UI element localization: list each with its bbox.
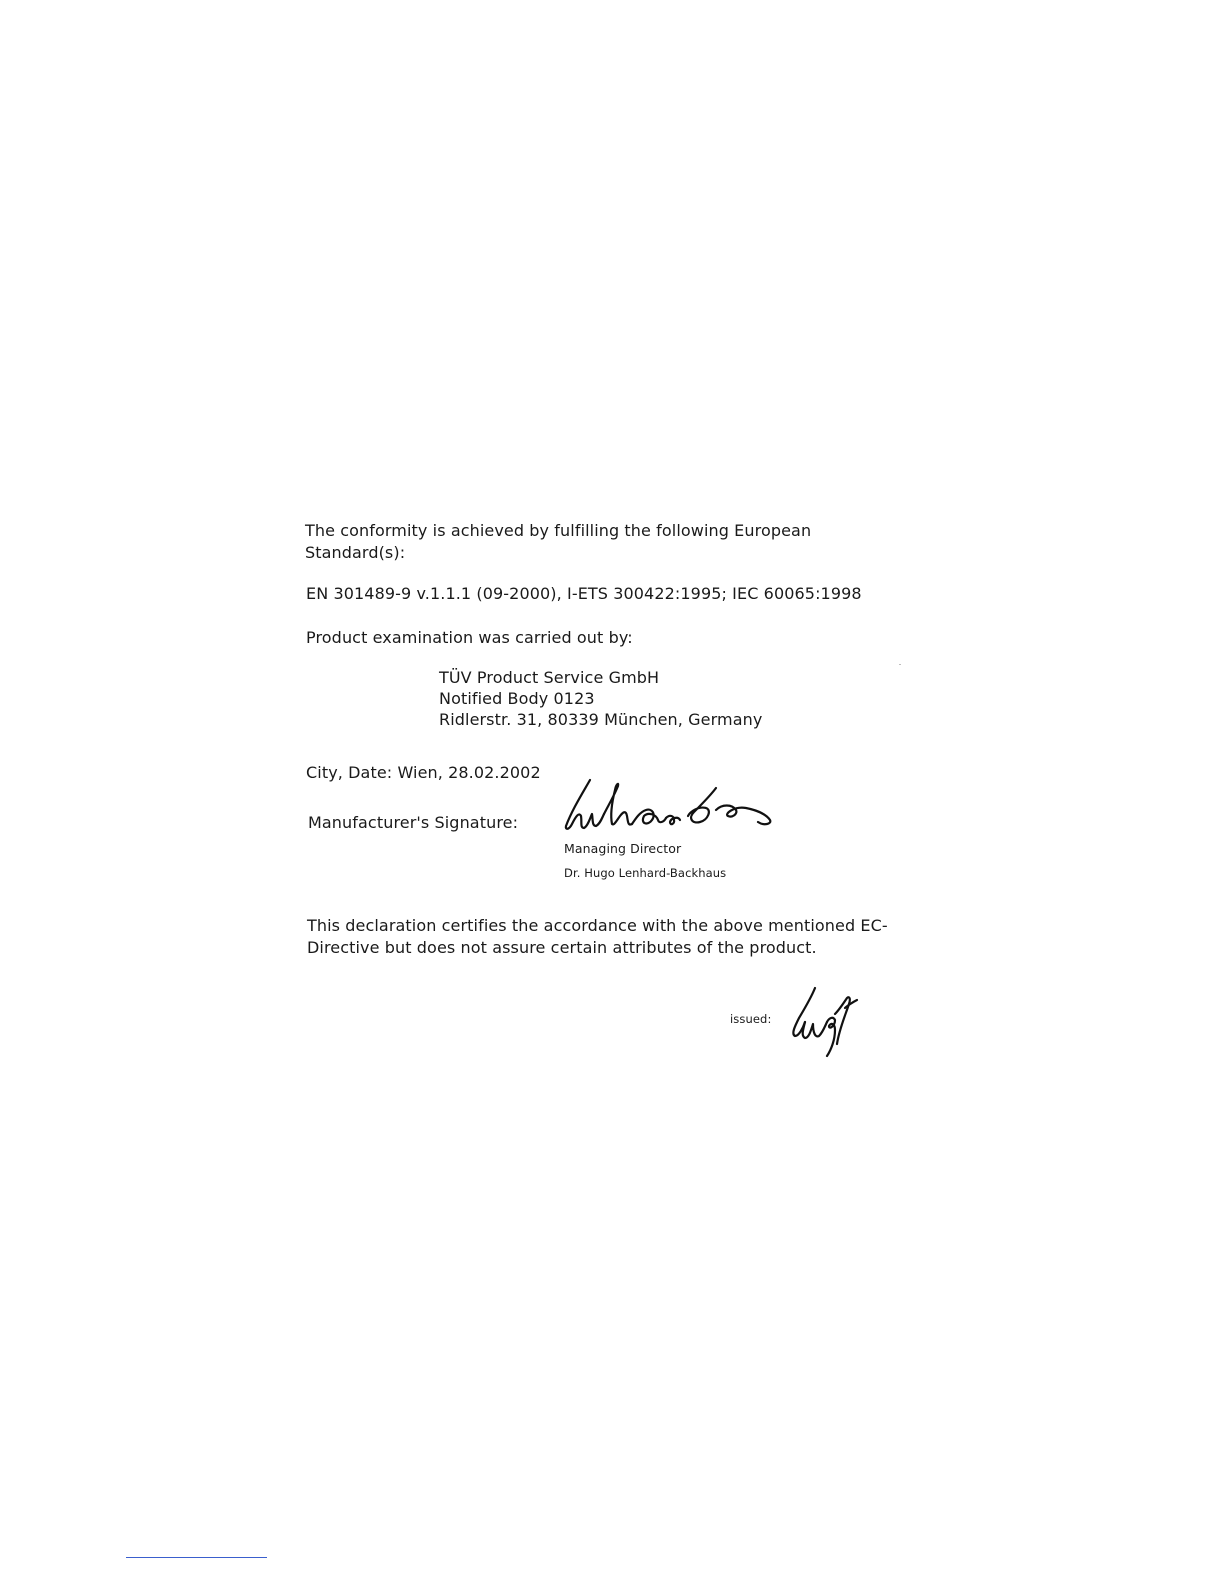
- standards-line: EN 301489-9 v.1.1.1 (09-2000), I-ETS 300422:1995; IEC 60065:1998: [306, 584, 862, 603]
- issued-label: issued:: [730, 1012, 772, 1026]
- footnote-rule: [126, 1557, 267, 1558]
- signatory-name: Dr. Hugo Lenhard-Backhaus: [564, 866, 727, 880]
- declaration-line-1: This declaration certifies the accordance with the above mentioned EC-: [307, 916, 888, 935]
- issued-initials: [785, 984, 860, 1064]
- examiner-name: TÜV Product Service GmbH: [439, 668, 660, 687]
- scan-speck: [899, 664, 901, 665]
- declaration-line-2: Directive but does not assure certain attributes of the product.: [307, 938, 817, 957]
- city-date: City, Date: Wien, 28.02.2002: [306, 763, 541, 782]
- conformity-line-2: Standard(s):: [305, 543, 406, 562]
- signature-label: Manufacturer's Signature:: [308, 813, 519, 832]
- examiner-notified-body: Notified Body 0123: [439, 689, 595, 708]
- conformity-line-1: The conformity is achieved by fulfilling the following European: [305, 521, 812, 540]
- examination-intro: Product examination was carried out by:: [306, 628, 633, 647]
- examiner-address: Ridlerstr. 31, 80339 München, Germany: [439, 710, 763, 729]
- manufacturer-signature: [560, 776, 810, 838]
- signatory-title: Managing Director: [564, 841, 682, 856]
